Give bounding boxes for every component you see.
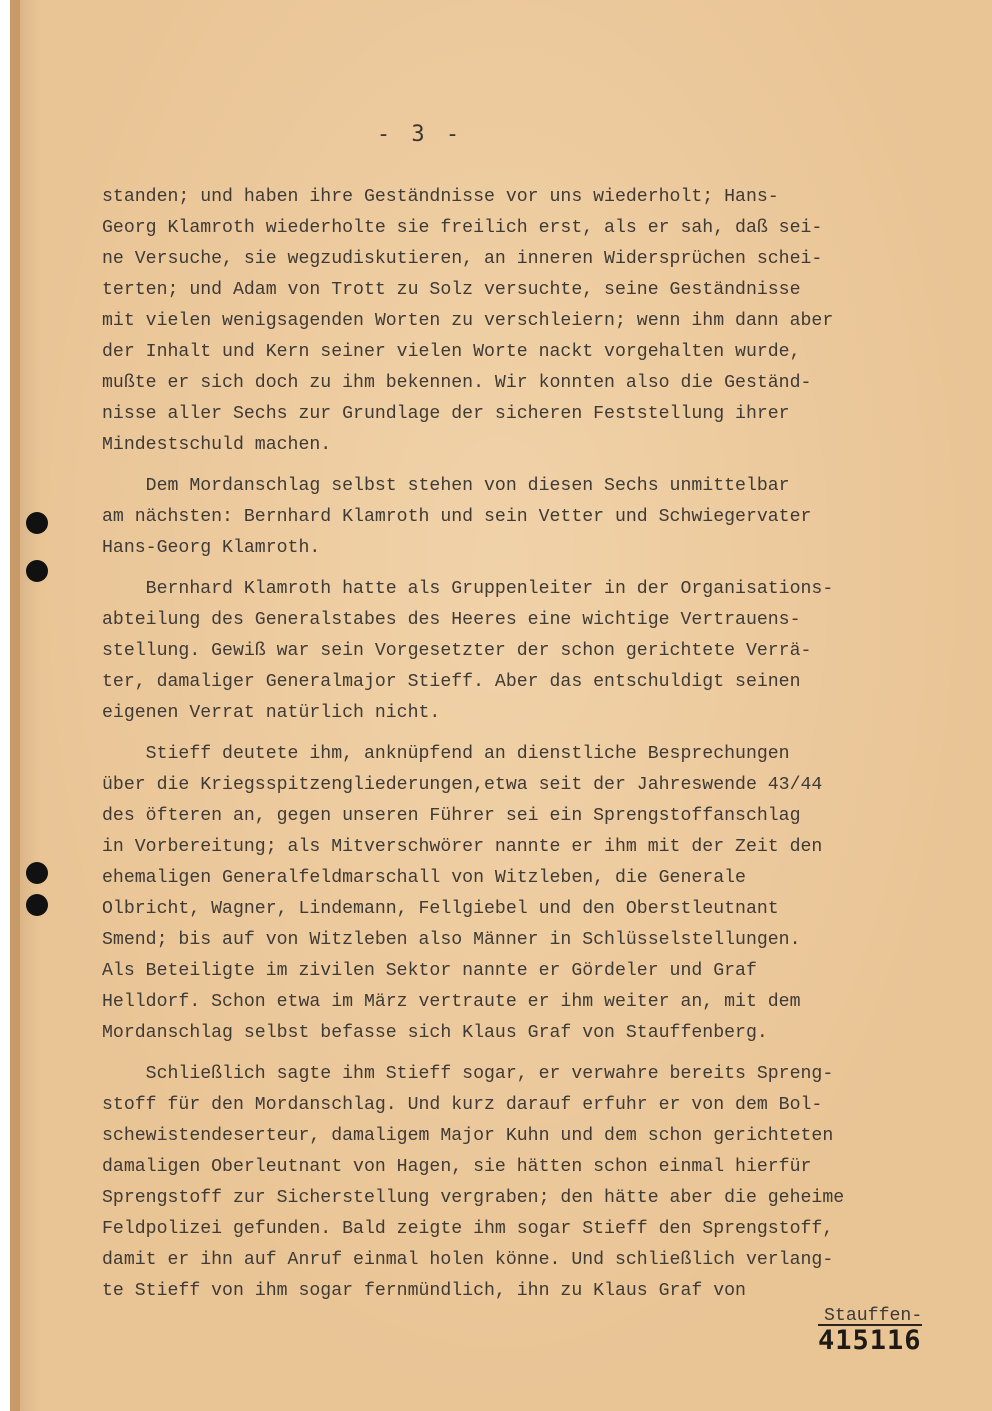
paragraph bbox=[102, 471, 972, 564]
text-line: damaligen Oberleutnant von Hagen, sie hätten schon einmal hierfür bbox=[102, 1157, 812, 1177]
text-line: Schließlich sagte ihm Stieff sogar, er verwahre bereits Spreng- bbox=[102, 1064, 834, 1084]
text-line: nisse aller Sechs zur Grundlage der sicheren Feststellung ihrer bbox=[102, 404, 790, 424]
text-line: mußte er sich doch zu ihm bekennen. Wir konnten also die Geständ- bbox=[102, 373, 812, 393]
text-line: Dem Mordanschlag selbst stehen von diesen Sechs unmittelbar bbox=[102, 476, 790, 496]
text-line: Olbricht, Wagner, Lindemann, Fellgiebel und den Oberstleutnant bbox=[102, 899, 779, 919]
text-line: standen; und haben ihre Geständnisse vor uns wiederholt; Hans- bbox=[102, 187, 779, 207]
text-line: Smend; bis auf von Witzleben also Männer in Schlüsselstellungen. bbox=[102, 930, 801, 950]
text-line: in Vorbereitung; als Mitverschwörer nannte er ihm mit der Zeit den bbox=[102, 837, 823, 857]
page-edge bbox=[10, 0, 20, 1411]
text-line: Helldorf. Schon etwa im März vertraute er ihm weiter an, mit dem bbox=[102, 992, 801, 1012]
text-line: stoff für den Mordanschlag. Und kurz darauf erfuhr er von dem Bol- bbox=[102, 1095, 823, 1115]
document-page bbox=[10, 0, 992, 1411]
page-number: - 3 - bbox=[376, 122, 464, 147]
paragraph bbox=[102, 574, 972, 729]
text-line: ter, damaliger Generalmajor Stieff. Aber das entschuldigt seinen bbox=[102, 672, 801, 692]
text-line: Hans-Georg Klamroth. bbox=[102, 538, 321, 558]
punch-hole bbox=[26, 862, 48, 884]
text-line: te Stieff von ihm sogar fernmündlich, ihn zu Klaus Graf von bbox=[102, 1281, 746, 1301]
text-line: Mindestschuld machen. bbox=[102, 435, 332, 455]
text-line: Sprengstoff zur Sicherstellung vergraben; den hätte aber die geheime bbox=[102, 1188, 845, 1208]
text-line: abteilung des Generalstabes des Heeres eine wichtige Vertrauens- bbox=[102, 610, 801, 630]
text-line: damit er ihn auf Anruf einmal holen könne. Und schließlich verlang- bbox=[102, 1250, 834, 1270]
punch-hole bbox=[26, 894, 48, 916]
catchword: Stauffen- bbox=[824, 1306, 923, 1326]
text-line: schewistendeserteur, damaligem Major Kuhn und dem schon gerichteten bbox=[102, 1126, 834, 1146]
archive-stamp: 415116 bbox=[818, 1325, 922, 1356]
punch-hole bbox=[26, 512, 48, 534]
text-line: der Inhalt und Kern seiner vielen Worte nackt vorgehalten wurde, bbox=[102, 342, 801, 362]
text-line: Stieff deutete ihm, anknüpfend an dienstliche Besprechungen bbox=[102, 744, 790, 764]
text-line: Feldpolizei gefunden. Bald zeigte ihm sogar Stieff den Sprengstoff, bbox=[102, 1219, 834, 1239]
text-line: Georg Klamroth wiederholte sie freilich erst, als er sah, daß sei- bbox=[102, 218, 823, 238]
text-line: ne Versuche, sie wegzudiskutieren, an inneren Widersprüchen schei- bbox=[102, 249, 823, 269]
body-text bbox=[102, 182, 972, 1307]
paragraph bbox=[102, 739, 972, 1049]
text-line: eigenen Verrat natürlich nicht. bbox=[102, 703, 441, 723]
text-line: terten; und Adam von Trott zu Solz versuchte, seine Geständnisse bbox=[102, 280, 801, 300]
text-line: Bernhard Klamroth hatte als Gruppenleiter in der Organisations- bbox=[102, 579, 834, 599]
punch-hole bbox=[26, 560, 48, 582]
text-line: ehemaligen Generalfeldmarschall von Witzleben, die Generale bbox=[102, 868, 746, 888]
text-line: Mordanschlag selbst befasse sich Klaus Graf von Stauffenberg. bbox=[102, 1023, 768, 1043]
text-line: über die Kriegsspitzengliederungen,etwa seit der Jahreswende 43/44 bbox=[102, 775, 823, 795]
text-line: Als Beteiligte im zivilen Sektor nannte er Gördeler und Graf bbox=[102, 961, 757, 981]
paragraph bbox=[102, 182, 972, 461]
text-line: am nächsten: Bernhard Klamroth und sein Vetter und Schwiegervater bbox=[102, 507, 812, 527]
text-line: des öfteren an, gegen unseren Führer sei ein Sprengstoffanschlag bbox=[102, 806, 801, 826]
text-line: stellung. Gewiß war sein Vorgesetzter der schon gerichtete Verrä- bbox=[102, 641, 812, 661]
text-line: mit vielen wenigsagenden Worten zu verschleiern; wenn ihm dann aber bbox=[102, 311, 834, 331]
paragraph bbox=[102, 1059, 972, 1307]
